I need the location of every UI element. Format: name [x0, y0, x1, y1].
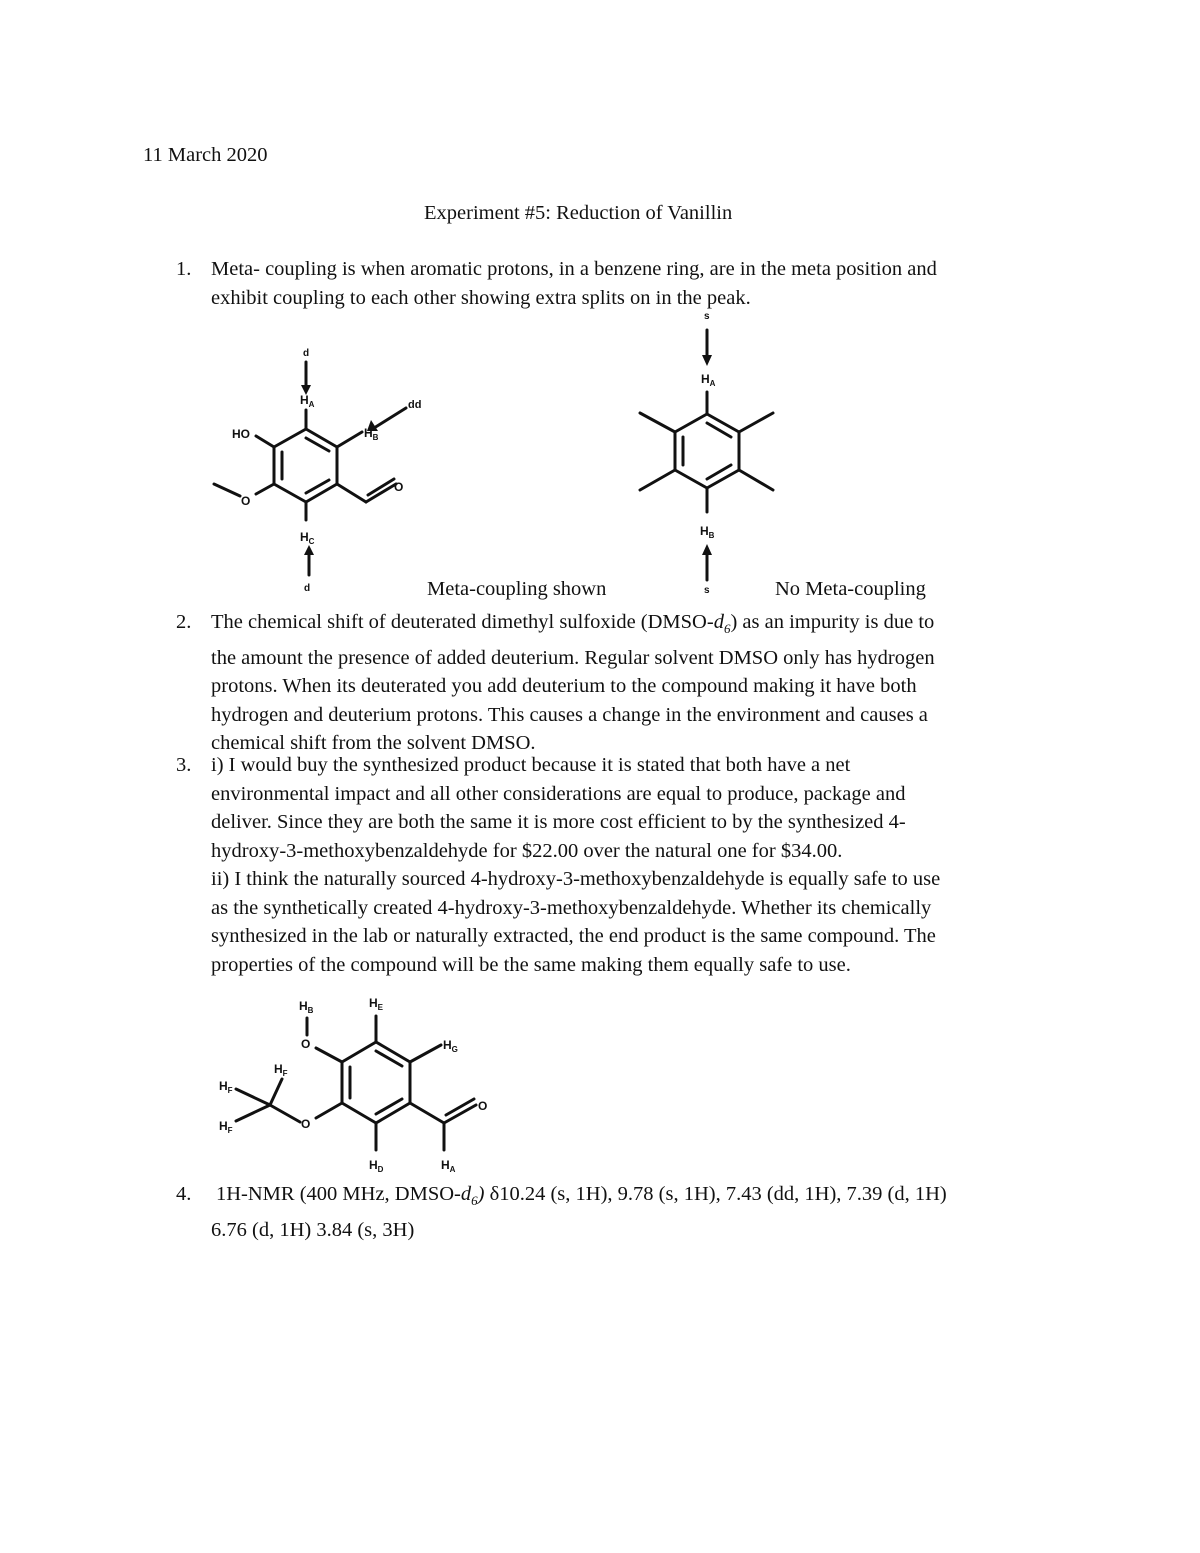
- proton-label-hb: $H_B$: [299, 999, 314, 1015]
- aldehyde-oxygen-label: O: [478, 1099, 488, 1113]
- proton-label-hf: $H_F$: [219, 1079, 233, 1095]
- multiplicity-label: d: [304, 583, 311, 594]
- answer-2-line: The chemical shift of deuterated dimethyl sulfoxide $(DMSO-d_6)$ as an impurity is due to: [211, 611, 935, 637]
- item-number-3: 3.: [176, 754, 192, 776]
- answer-2-line: hydrogen and deuterium protons. This causes a change in the environment and causes a: [211, 703, 928, 726]
- answer-3-line: synthesized in the lab or naturally extracted, the end product is the same compound. The: [211, 925, 936, 947]
- answer-3-line: i) I would buy the synthesized product because it is stated that both have a net: [211, 754, 851, 776]
- proton-label-hd: $H_D$: [369, 1158, 384, 1174]
- aldehyde-oxygen-label: O: [394, 480, 404, 494]
- proton-label-hf: $H_F$: [219, 1119, 233, 1135]
- document-date: 11 March 2020: [143, 144, 268, 166]
- nmr-data-line: 6.76 (d, 1H) 3.84 (s, 3H): [211, 1218, 415, 1241]
- hydroxyl-label: HO: [232, 427, 250, 441]
- proton-label-ha: $H_A$: [441, 1158, 456, 1174]
- answer-2-line: protons. When its deuterated you add deuterium to the compound making it have both: [211, 675, 917, 698]
- answer-2-line: the amount the presence of added deuterium. Regular solvent DMSO only has hydrogen: [211, 646, 935, 669]
- item-number-4: 4.: [176, 1183, 192, 1205]
- answer-1-line: Meta- coupling is when aromatic protons, in a benzene ring, are in the meta position and: [211, 258, 937, 280]
- answer-3-line: properties of the compound will be the same making them equally safe to use.: [211, 953, 851, 976]
- proton-label-hb: $H_B$: [700, 524, 715, 540]
- figure-caption-meta-coupling: Meta-coupling shown: [427, 578, 607, 600]
- answer-3-line: environmental impact and all other considerations are equal to produce, package and: [211, 782, 906, 805]
- proton-label-ha: $H_A$: [300, 393, 315, 409]
- multiplicity-label: s: [704, 585, 710, 596]
- document-title: Experiment #5: Reduction of Vanillin: [424, 202, 733, 224]
- proton-label-hc: $H_C$: [300, 530, 315, 546]
- answer-2-line: chemical shift from the solvent DMSO.: [211, 732, 536, 755]
- item-number-1: 1.: [176, 258, 192, 280]
- methoxy-oxygen-label: O: [301, 1117, 311, 1131]
- multiplicity-label: dd: [408, 399, 422, 411]
- answer-3-line: deliver. Since they are both the same it is more cost efficient to by the synthesized 4-: [211, 811, 906, 833]
- multiplicity-label: s: [704, 311, 710, 322]
- proton-label-hb: $H_B$: [364, 426, 379, 442]
- answer-3-line: ii) I think the naturally sourced 4-hydroxy-3-methoxybenzaldehyde is equally safe to use: [211, 868, 941, 890]
- hydroxyl-oxygen-label: O: [301, 1037, 311, 1051]
- nmr-data-line: 1H-NMR (400 MHz, DMSO-$d_6$) δ10.24 (s, 1H), 9.78 (s, 1H), 7.43 (dd, 1H), 7.39 (d, 1H): [216, 1183, 947, 1209]
- proton-label-hg: $H_G$: [443, 1038, 458, 1054]
- methoxy-oxygen-label: O: [241, 494, 251, 508]
- proton-label-he: $H_E$: [369, 996, 384, 1012]
- answer-1-line: exhibit coupling to each other showing extra splits on in the peak.: [211, 286, 751, 309]
- answer-4-text: [211, 1180, 1076, 1244]
- proton-label-ha: $H_A$: [701, 372, 716, 388]
- figure-caption-no-meta-coupling: No Meta-coupling: [775, 578, 926, 600]
- answer-3-line: hydroxy-3-methoxybenzaldehyde for $22.00 over the natural one for $34.00.: [211, 839, 843, 862]
- answer-3-line: as the synthetically created 4-hydroxy-3-methoxybenzaldehyde. Whether its chemically: [211, 896, 932, 919]
- multiplicity-label: d: [303, 348, 310, 359]
- item-number-2: 2.: [176, 611, 192, 633]
- proton-label-hf: $H_F$: [274, 1062, 288, 1078]
